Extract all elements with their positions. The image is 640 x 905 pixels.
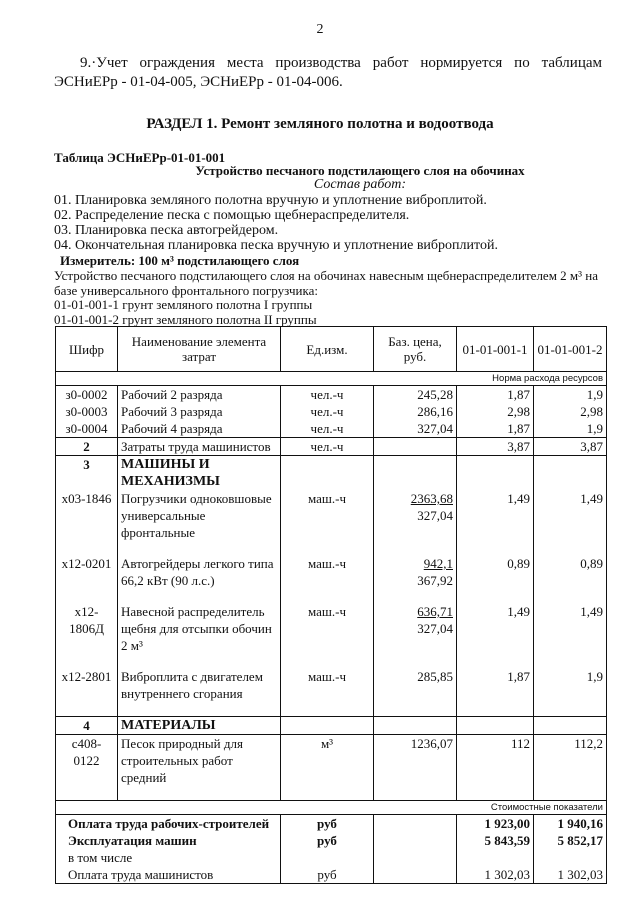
cell-name: Рабочий 4 разряда xyxy=(118,420,281,438)
group-2: 01-01-001-2 грунт земляного полотна II группы xyxy=(54,312,317,327)
cell-code: 2 xyxy=(56,438,118,456)
header-code: Шифр xyxy=(56,327,118,372)
material-row xyxy=(56,735,607,787)
spacer-row xyxy=(56,702,607,717)
cell-name xyxy=(118,541,281,555)
cell-code: 4 xyxy=(56,717,118,735)
cell-v2 xyxy=(534,702,607,717)
cell-name xyxy=(118,589,281,603)
cell-v1: 112 xyxy=(457,735,534,787)
cell-price: 1236,07 xyxy=(374,735,457,787)
cell-v1: 1,87 xyxy=(457,420,534,438)
cell-v2: 1,9 xyxy=(534,420,607,438)
machine-row xyxy=(56,603,607,654)
cell-name xyxy=(118,786,281,801)
table-description: Устройство песчаного подстилающего слоя на обочинах навесным щебнераспределителем 2 м³ на базе универсального фронтального погрузчика: xyxy=(54,268,599,298)
cell-price xyxy=(374,815,457,833)
cell-code: х12-2801 xyxy=(56,668,118,702)
operation-3: 03. Планировка песка автогрейдером. xyxy=(54,223,279,238)
measure xyxy=(60,253,299,269)
cell-v2 xyxy=(534,786,607,801)
cell-name: МАШИНЫ И МЕХАНИЗМЫ xyxy=(118,456,281,491)
table-body xyxy=(56,372,607,884)
cell-v1: 1,49 xyxy=(457,490,534,541)
spacer-row xyxy=(56,541,607,555)
cell-v1: 1,87 xyxy=(457,668,534,702)
cell-code: с408-0122 xyxy=(56,735,118,787)
summary-v1 xyxy=(457,849,534,866)
summary-v2 xyxy=(534,849,607,866)
summary-unit: руб xyxy=(281,866,374,884)
labor-row xyxy=(56,403,607,420)
table-header-row xyxy=(56,327,607,372)
cell-code: з0-0002 xyxy=(56,386,118,404)
cell-price xyxy=(374,668,457,702)
cell-price xyxy=(374,603,457,654)
summary-v2: 1 940,16 xyxy=(534,815,607,833)
cell-unit: маш.-ч xyxy=(281,555,374,589)
cell-v2: 3,87 xyxy=(534,438,607,456)
cell-name: Навесной распределитель щебня для отсыпки обочин 2 м³ xyxy=(118,603,281,654)
cell-v2: 112,2 xyxy=(534,735,607,787)
cell-unit: чел.-ч xyxy=(281,420,374,438)
labor-row xyxy=(56,386,607,404)
cell-price xyxy=(374,832,457,849)
cell-price xyxy=(374,786,457,801)
machine-row xyxy=(56,555,607,589)
cell-code: х12-0201 xyxy=(56,555,118,589)
group-1: 01-01-001-1 грунт земляного полотна I группы xyxy=(54,297,313,312)
table-title: Устройство песчаного подстилающего слоя на обочинах xyxy=(195,163,525,178)
cell-price xyxy=(374,541,457,555)
machine-price: 942,1 xyxy=(423,556,453,571)
cell-v2: 1,49 xyxy=(534,603,607,654)
summary-v2: 5 852,17 xyxy=(534,832,607,849)
summary-unit: руб xyxy=(281,815,374,833)
cell-v2: 1,9 xyxy=(534,386,607,404)
cell-unit xyxy=(281,654,374,668)
cell-price xyxy=(374,849,457,866)
machinist-row xyxy=(56,438,607,456)
summary-v1: 5 843,59 xyxy=(457,832,534,849)
header-name: Наименование элемента затрат xyxy=(118,327,281,372)
cell-v2: 2,98 xyxy=(534,403,607,420)
resource-table xyxy=(55,326,607,884)
cell-price: 245,28 xyxy=(374,386,457,404)
measure-value: 100 м³ подстилающего слоя xyxy=(138,253,300,268)
cell-unit xyxy=(281,717,374,735)
cell-unit xyxy=(281,456,374,491)
cell-code: х03-1846 xyxy=(56,490,118,541)
cell-v1: 1,49 xyxy=(457,603,534,654)
cell-code xyxy=(56,786,118,801)
cell-name xyxy=(118,654,281,668)
cell-v2 xyxy=(534,654,607,668)
operation-4: 04. Окончательная планировка песка вручную и уплотнение виброплитой. xyxy=(54,238,498,253)
cell-price xyxy=(374,438,457,456)
cell-code xyxy=(56,589,118,603)
cell-name: Автогрейдеры легкого типа 66,2 кВт (90 л.с.) xyxy=(118,555,281,589)
summary-row xyxy=(56,849,607,866)
cell-price xyxy=(374,717,457,735)
cell-unit xyxy=(281,589,374,603)
cell-v2 xyxy=(534,541,607,555)
cell-unit xyxy=(281,541,374,555)
header-price: Баз. цена, руб. xyxy=(374,327,457,372)
summary-v2: 1 302,03 xyxy=(534,866,607,884)
machines-section-row xyxy=(56,456,607,491)
cell-name xyxy=(118,702,281,717)
machinist-price: 367,92 xyxy=(417,573,453,588)
cell-price xyxy=(374,490,457,541)
header-norm-1: 01-01-001-1 xyxy=(457,327,534,372)
cell-unit xyxy=(281,786,374,801)
summary-name: в том числе xyxy=(56,849,281,866)
cost-header-row xyxy=(56,801,607,815)
header-unit: Ед.изм. xyxy=(281,327,374,372)
machine-row xyxy=(56,490,607,541)
paragraph-9: 9.·Учет ограждения места производства работ нормируется по таблицам ЭСНиЕРр - 01-04-005, ЭСНиЕРр - 01-04-006. xyxy=(54,55,602,90)
cell-v1: 1,87 xyxy=(457,386,534,404)
cell-unit: чел.-ч xyxy=(281,438,374,456)
cost-header-row-label: Стоимостные показатели xyxy=(56,801,607,815)
cell-unit xyxy=(281,702,374,717)
page-number: 2 xyxy=(316,22,324,37)
cell-name: Погрузчики одноковшовые универсальные фронтальные xyxy=(118,490,281,541)
cell-name: МАТЕРИАЛЫ xyxy=(118,717,281,735)
summary-v1: 1 923,00 xyxy=(457,815,534,833)
cell-unit: м³ xyxy=(281,735,374,787)
cell-code: х12-1806Д xyxy=(56,603,118,654)
cell-code: з0-0004 xyxy=(56,420,118,438)
cell-code: з0-0003 xyxy=(56,403,118,420)
cell-v2 xyxy=(534,589,607,603)
cell-price xyxy=(374,702,457,717)
spacer-row xyxy=(56,589,607,603)
cell-price xyxy=(374,589,457,603)
cell-v1 xyxy=(457,654,534,668)
materials-section-row xyxy=(56,717,607,735)
labor-row xyxy=(56,420,607,438)
cell-unit: чел.-ч xyxy=(281,386,374,404)
machine-price: 636,71 xyxy=(417,604,453,619)
machine-row xyxy=(56,668,607,702)
cell-unit: маш.-ч xyxy=(281,603,374,654)
table-code: Таблица ЭСНиЕРр-01-01-001 xyxy=(54,150,226,165)
cell-v1 xyxy=(457,456,534,491)
summary-unit xyxy=(281,849,374,866)
cell-v1: 0,89 xyxy=(457,555,534,589)
header-norm-2: 01-01-001-2 xyxy=(534,327,607,372)
summary-name: Эксплуатация машин xyxy=(56,832,281,849)
measure-label: Измеритель: xyxy=(60,253,136,268)
cell-price xyxy=(374,866,457,884)
cell-unit: маш.-ч xyxy=(281,668,374,702)
machinist-price: 327,04 xyxy=(417,621,453,636)
cell-v1 xyxy=(457,702,534,717)
cell-unit: чел.-ч xyxy=(281,403,374,420)
summary-v1: 1 302,03 xyxy=(457,866,534,884)
cell-price: 327,04 xyxy=(374,420,457,438)
operation-1: 01. Планировка земляного полотна вручную и уплотнение виброплитой. xyxy=(54,193,487,208)
cell-name: Рабочий 2 разряда xyxy=(118,386,281,404)
cell-v1: 2,98 xyxy=(457,403,534,420)
composition-heading: Состав работ: xyxy=(313,177,407,192)
cell-code: 3 xyxy=(56,456,118,491)
cell-price xyxy=(374,456,457,491)
machinist-price: 327,04 xyxy=(417,508,453,523)
summary-name: Оплата труда машинистов xyxy=(56,866,281,884)
summary-row xyxy=(56,832,607,849)
cell-v2 xyxy=(534,717,607,735)
summary-name: Оплата труда рабочих-строителей xyxy=(56,815,281,833)
cell-price xyxy=(374,555,457,589)
operation-2: 02. Распределение песка с помощью щебнераспределителя. xyxy=(54,208,410,223)
summary-row xyxy=(56,866,607,884)
cell-code xyxy=(56,541,118,555)
spacer-row xyxy=(56,786,607,801)
norm-header-row-label: Норма расхода ресурсов xyxy=(56,372,607,386)
cell-v1 xyxy=(457,717,534,735)
cell-v1 xyxy=(457,541,534,555)
cell-v2: 1,9 xyxy=(534,668,607,702)
cell-v2: 0,89 xyxy=(534,555,607,589)
cell-name: Затраты труда машинистов xyxy=(118,438,281,456)
section-title: РАЗДЕЛ 1. Ремонт земляного полотна и водоотвода xyxy=(146,116,494,132)
cell-v1 xyxy=(457,786,534,801)
cell-v2 xyxy=(534,456,607,491)
machine-price: 2363,68 xyxy=(410,491,453,506)
cell-v1: 3,87 xyxy=(457,438,534,456)
cell-price: 286,16 xyxy=(374,403,457,420)
norm-header-row xyxy=(56,372,607,386)
cell-code xyxy=(56,654,118,668)
cell-unit: маш.-ч xyxy=(281,490,374,541)
cell-v2: 1,49 xyxy=(534,490,607,541)
cell-name: Виброплита с двигателем внутреннего сгорания xyxy=(118,668,281,702)
cell-v1 xyxy=(457,589,534,603)
cell-price xyxy=(374,654,457,668)
summary-unit: руб xyxy=(281,832,374,849)
machine-price: 285,85 xyxy=(417,669,453,684)
cell-name: Песок природный для строительных работ средний xyxy=(118,735,281,787)
summary-row xyxy=(56,815,607,833)
spacer-row xyxy=(56,654,607,668)
cell-name: Рабочий 3 разряда xyxy=(118,403,281,420)
cell-code xyxy=(56,702,118,717)
